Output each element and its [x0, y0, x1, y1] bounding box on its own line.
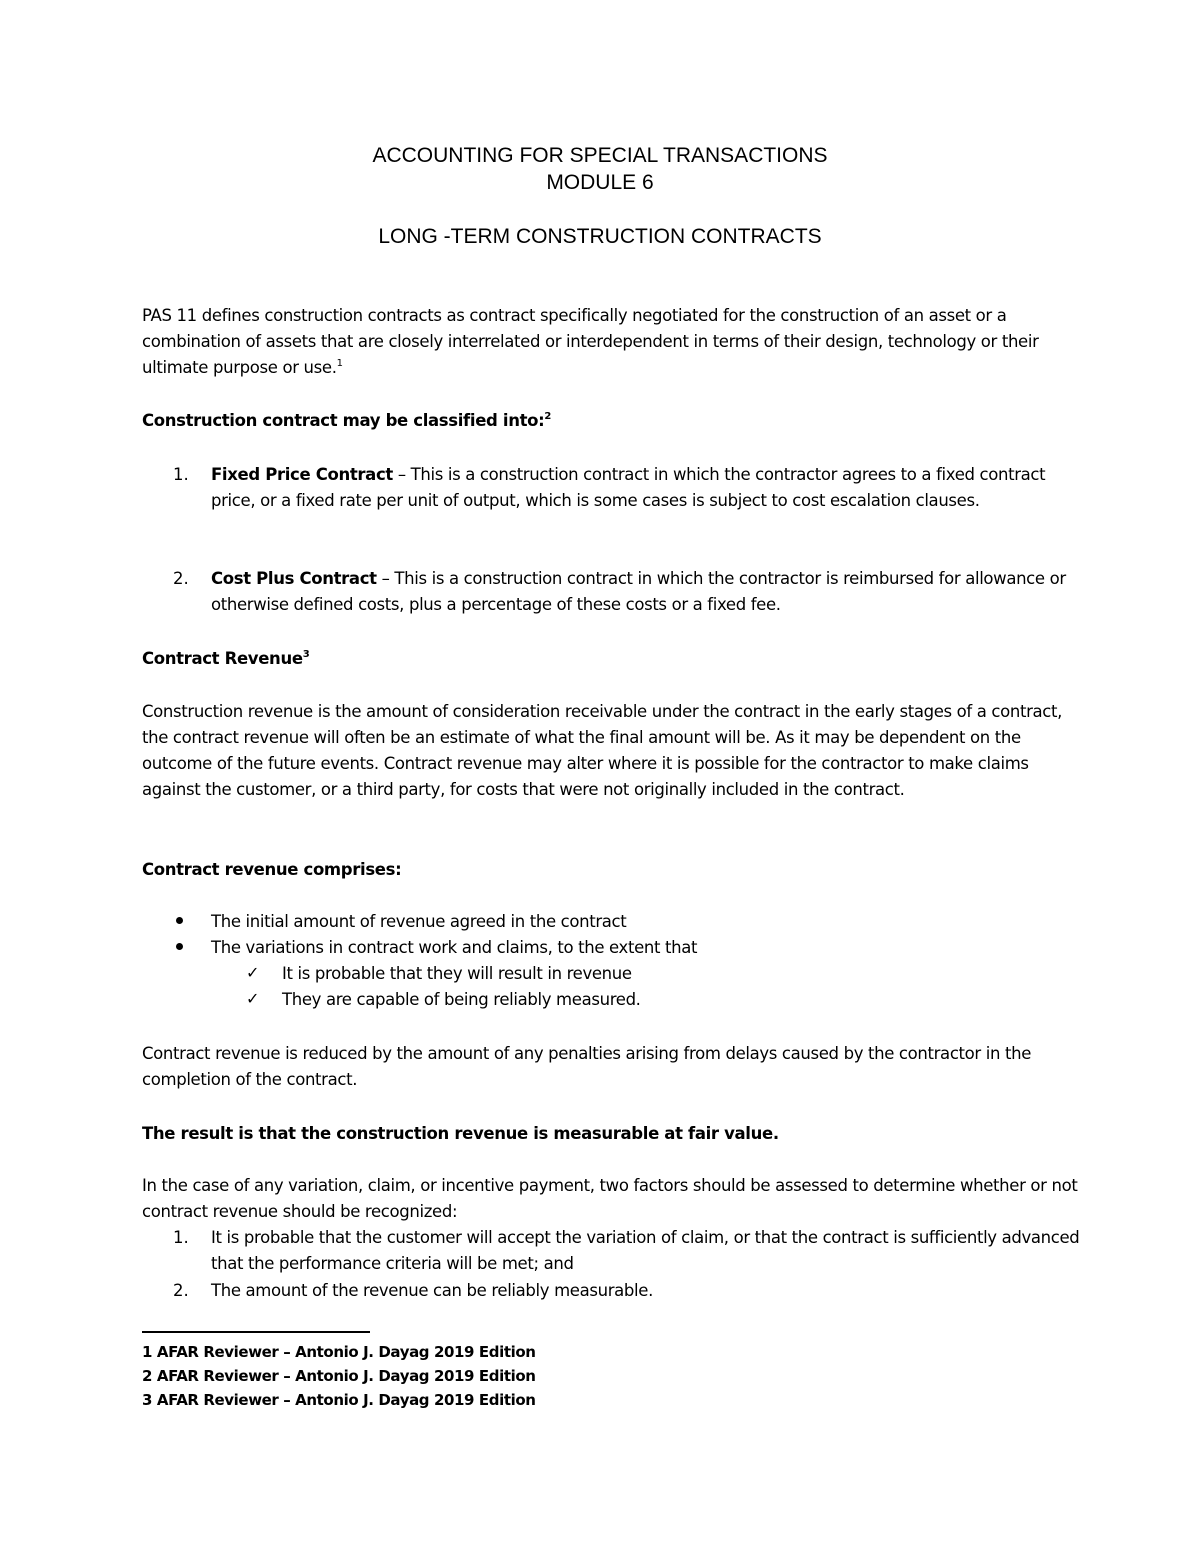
footnote-ref: 1 — [336, 358, 343, 369]
result-paragraph: The result is that the construction revenue is measurable at fair value. — [142, 1124, 779, 1143]
document-title: ACCOUNTING FOR SPECIAL TRANSACTIONS — [372, 144, 828, 167]
classification-heading — [142, 408, 1082, 434]
list-item: It is probable that they will result in revenue — [282, 964, 632, 983]
document-subtitle: LONG -TERM CONSTRUCTION CONTRACTS — [378, 225, 822, 248]
bullet-icon — [176, 943, 183, 950]
revenue-heading-text: Contract Revenue — [142, 649, 303, 668]
list-item-cost-plus — [211, 566, 1091, 618]
list-number: 2. — [173, 569, 189, 588]
module-label: MODULE 6 — [546, 171, 654, 194]
term-definition: – This is a construction contract in which the contractor is reimbursed for allowance or otherwise defined costs, plus a percentage of these costs or a fixed fee. — [211, 569, 1066, 614]
term-label: Fixed Price Contract — [211, 465, 393, 484]
list-number: 2. — [173, 1281, 189, 1300]
footnote-1: 1 AFAR Reviewer – Antonio J. Dayag 2019 Edition — [142, 1343, 536, 1361]
list-item: It is probable that the customer will accept the variation of claim, or that the contract is sufficiently advanced that the performance criteria will be met; and — [211, 1228, 1080, 1273]
list-item: The variations in contract work and claims, to the extent that — [211, 938, 698, 957]
revenue-heading — [142, 646, 1082, 672]
checkmark-icon: ✓ — [246, 989, 260, 1008]
footnote-ref: 3 — [302, 649, 310, 660]
list-item: The amount of the revenue can be reliably measurable. — [211, 1281, 653, 1300]
list-item-fixed-price — [211, 462, 1091, 514]
revenue-paragraph: Construction revenue is the amount of consideration receivable under the contract in the early stages of a contract, the contract revenue will often be an estimate of what the final amount will be. As it may be dependent on the outcome of the future events. Contract revenue may alter where it is possible for the contractor to make claims against the customer, or a third party, for costs that were not originally included in the contract. — [142, 702, 1063, 799]
variation-paragraph: In the case of any variation, claim, or incentive payment, two factors should be assessed to determine whether or not contract revenue should be recognized: — [142, 1176, 1078, 1221]
footnote-ref: 2 — [544, 411, 551, 422]
reduced-paragraph: Contract revenue is reduced by the amount of any penalties arising from delays caused by the contractor in the completion of the contract. — [142, 1044, 1031, 1089]
list-number: 1. — [173, 1228, 189, 1247]
intro-text: PAS 11 defines construction contracts as contract specifically negotiated for the construction of an asset or a combination of assets that are closely interrelated or interdependent in terms of their design, technology or their ultimate purpose or use. — [142, 306, 1039, 377]
footnote-separator — [142, 1331, 370, 1333]
bullet-icon — [176, 917, 183, 924]
checkmark-icon: ✓ — [246, 963, 260, 982]
list-number: 1. — [173, 465, 189, 484]
footnote-2: 2 AFAR Reviewer – Antonio J. Dayag 2019 Edition — [142, 1367, 536, 1385]
intro-paragraph — [142, 303, 1082, 381]
list-item: The initial amount of revenue agreed in the contract — [211, 912, 627, 931]
comprises-heading: Contract revenue comprises: — [142, 860, 402, 879]
term-definition: – This is a construction contract in which the contractor agrees to a fixed contract price, or a fixed rate per unit of output, which is some cases is subject to cost escalation clauses. — [211, 465, 1046, 510]
footnote-3: 3 AFAR Reviewer – Antonio J. Dayag 2019 Edition — [142, 1391, 536, 1409]
classification-heading-text: Construction contract may be classified into: — [142, 411, 545, 430]
list-item: They are capable of being reliably measured. — [282, 990, 641, 1009]
term-label: Cost Plus Contract — [211, 569, 377, 588]
